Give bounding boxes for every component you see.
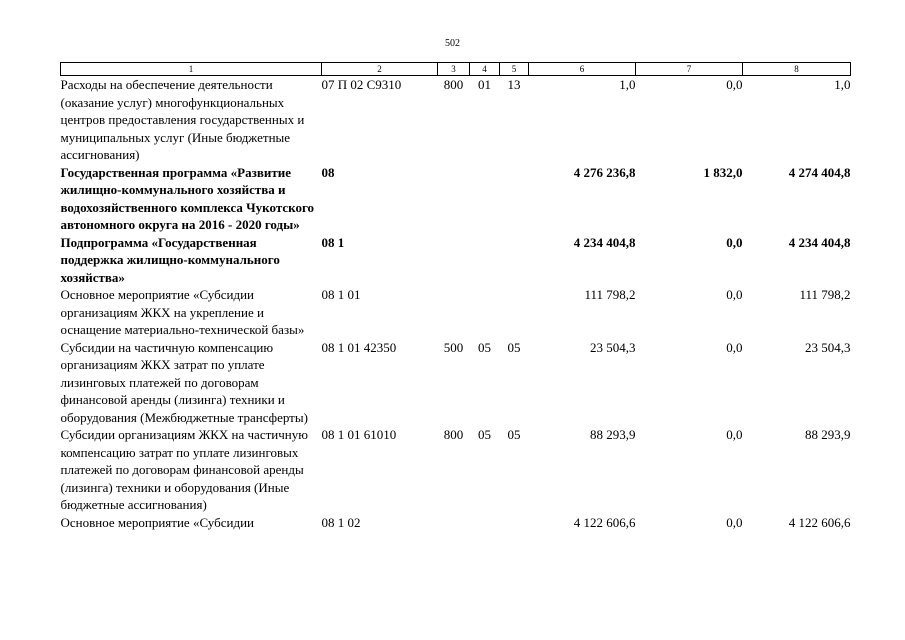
row-amount-col8: 4 274 404,8 <box>788 164 851 180</box>
row-subsection: 05 <box>507 339 521 355</box>
row-subsection: 05 <box>507 427 521 442</box>
row-target-code: 07 П 02 С9310 <box>321 77 402 92</box>
table-row <box>61 426 851 514</box>
row-amount-col7: 0,0 <box>726 234 743 250</box>
row-expense-type <box>438 514 470 532</box>
row-target-code: 08 <box>321 164 335 180</box>
header-col-1: 1 <box>61 63 322 76</box>
row-amount-col7: 0,0 <box>726 77 743 92</box>
row-amount-col8: 1,0 <box>834 77 851 92</box>
row-target-code: 08 1 02 <box>321 514 361 530</box>
table-row <box>61 76 851 164</box>
row-subsection <box>500 234 529 287</box>
row-expense-type: 800 <box>443 427 464 442</box>
row-name: Субсидии на частичную компенсацию организациям ЖКХ затрат по уплате лизинговых платежей по договорам финансовой аренды (лизинга) техники и оборудования (Межбюджетные трансферты) <box>60 339 308 425</box>
row-expense-type <box>438 234 470 287</box>
row-section <box>470 234 500 287</box>
row-amount-col7: 0,0 <box>726 427 743 442</box>
row-section <box>470 514 500 532</box>
row-target-code: 08 1 <box>321 234 345 250</box>
row-name: Основное мероприятие «Субсидии <box>60 514 254 530</box>
row-amount-col8: 23 504,3 <box>805 339 851 355</box>
row-subsection <box>500 164 529 234</box>
row-section: 05 <box>478 339 491 355</box>
row-amount-col6: 1,0 <box>619 77 636 92</box>
row-section <box>470 286 500 339</box>
header-col-4: 4 <box>470 63 500 76</box>
row-subsection <box>500 514 529 532</box>
row-amount-col6: 4 122 606,6 <box>573 514 636 530</box>
row-name: Основное мероприятие «Субсидии организациям ЖКХ на укрепление и оснащение материально-технической базы» <box>60 287 305 337</box>
row-section: 01 <box>478 77 491 92</box>
table-row <box>61 286 851 339</box>
header-col-2: 2 <box>322 63 438 76</box>
row-subsection <box>500 286 529 339</box>
row-name: Подпрограмма «Государственная поддержка жилищно-коммунального хозяйства» <box>60 234 280 285</box>
header-row <box>61 63 851 76</box>
row-amount-col7: 0,0 <box>726 287 743 302</box>
row-name: Субсидии организациям ЖКХ на частичную компенсацию затрат по уплате лизинговых платежей по договорам финансовой аренды (лизинга) техники и оборудования (Иные бюджетные ассигнования) <box>60 427 308 512</box>
table-row <box>61 164 851 234</box>
header-col-8: 8 <box>743 63 851 76</box>
table-row <box>61 234 851 287</box>
row-section <box>470 164 500 234</box>
table-row <box>61 339 851 427</box>
row-amount-col6: 23 504,3 <box>590 339 636 355</box>
row-expense-type: 500 <box>443 339 464 355</box>
row-name: Расходы на обеспечение деятельности (оказание услуг) многофункциональных центров предоставления государственных и муниципальных услуг (Иные бюджетные ассигнования) <box>60 77 305 162</box>
row-amount-col8: 88 293,9 <box>805 427 851 442</box>
page-number: 502 <box>445 38 460 49</box>
header-col-3: 3 <box>438 63 470 76</box>
header-col-6: 6 <box>529 63 636 76</box>
row-amount-col7: 0,0 <box>726 339 743 355</box>
row-expense-type: 800 <box>443 77 464 92</box>
row-amount-col6: 4 276 236,8 <box>573 164 636 180</box>
header-col-7: 7 <box>636 63 743 76</box>
row-target-code: 08 1 01 42350 <box>321 339 397 355</box>
row-expense-type <box>438 164 470 234</box>
row-amount-col7: 1 832,0 <box>703 164 743 180</box>
row-target-code: 08 1 01 61010 <box>321 427 397 442</box>
row-expense-type <box>438 286 470 339</box>
row-section: 05 <box>478 427 491 442</box>
row-amount-col8: 111 798,2 <box>799 287 851 302</box>
row-amount-col6: 88 293,9 <box>590 427 636 442</box>
row-subsection: 13 <box>507 77 521 92</box>
row-amount-col8: 4 234 404,8 <box>788 234 851 250</box>
table-row <box>61 514 851 532</box>
budget-table <box>60 62 851 531</box>
row-amount-col6: 111 798,2 <box>584 287 636 302</box>
row-name: Государственная программа «Развитие жилищно-коммунального хозяйства и водохозяйственного комплекса Чукотского автономного округа на 2016 - 2020 годы» <box>60 164 315 232</box>
row-amount-col7: 0,0 <box>726 514 743 530</box>
header-col-5: 5 <box>500 63 529 76</box>
row-amount-col6: 4 234 404,8 <box>573 234 636 250</box>
row-target-code: 08 1 01 <box>321 287 361 302</box>
row-amount-col8: 4 122 606,6 <box>788 514 851 530</box>
